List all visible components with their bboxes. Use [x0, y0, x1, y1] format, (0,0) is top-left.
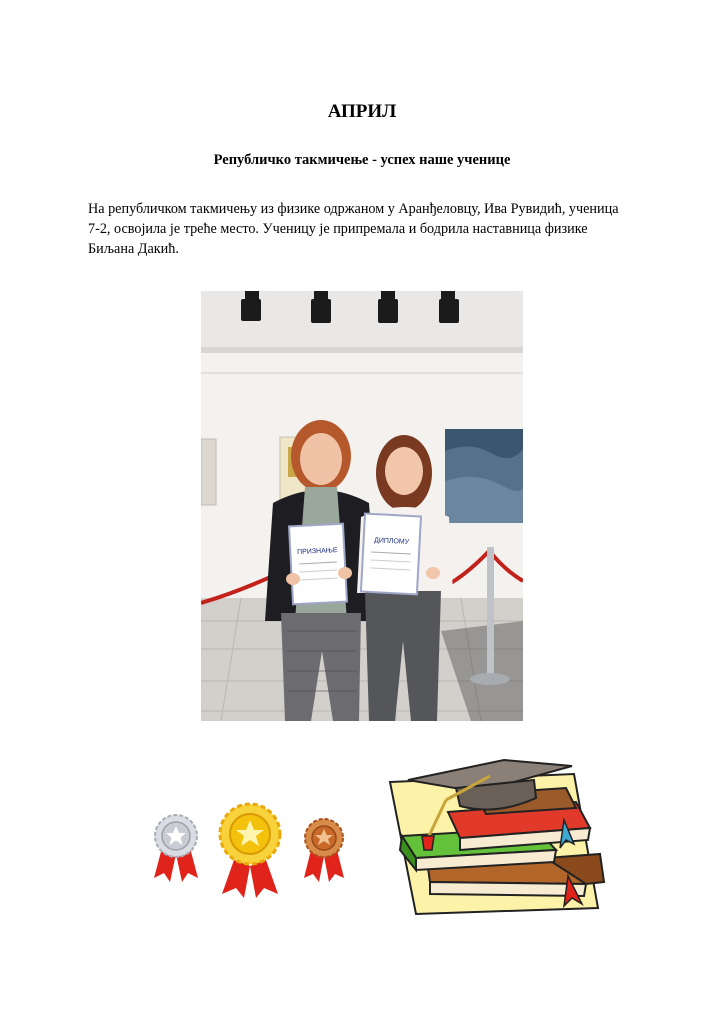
- bronze-medal-icon: [304, 819, 344, 882]
- section-subtitle: Републичко такмичење - успех наше ученице: [213, 152, 511, 168]
- paragraph-line: 7-2, освојила је треће место. Ученицу је припремала и бодрила наставница физике: [88, 221, 588, 237]
- certificate-right-label: ДИПЛОМУ: [373, 537, 410, 546]
- award-photo: [201, 291, 523, 721]
- medals-clipart: [148, 800, 358, 900]
- article-paragraph: [88, 199, 648, 259]
- paragraph-line: На републичком такмичењу из физике одржаном у Аранђеловцу, Ива Рувидић, ученица: [88, 201, 619, 217]
- certificate-left-label: ПРИЗНАЊЕ: [296, 546, 338, 557]
- books-graduation-clipart: [386, 758, 616, 918]
- silver-medal-icon: [154, 815, 198, 882]
- gold-medal-icon: [220, 804, 280, 898]
- page-title: АПРИЛ: [327, 101, 397, 122]
- paragraph-line: Биљана Дакић.: [88, 241, 179, 257]
